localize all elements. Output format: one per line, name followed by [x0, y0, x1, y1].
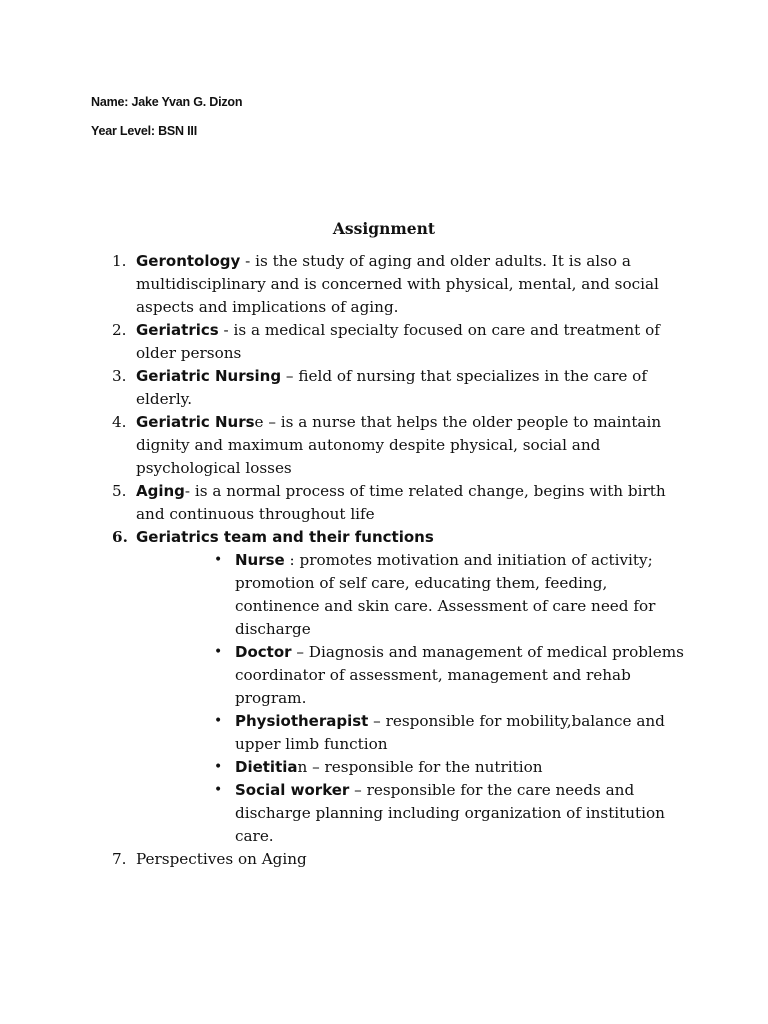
item-number: 3. — [112, 367, 127, 385]
team-role-text: : promotes motivation and initiation of activity; promotion of self care, educating them, feeding, continence and skin care. Assessment of care need for discharge — [235, 551, 656, 638]
team-role: Physiotherapist — [235, 712, 369, 730]
student-name: Name: Jake Yvan G. Dizon — [91, 95, 243, 109]
item-text: - is a medical specialty focused on care and treatment of older persons — [136, 321, 660, 362]
team-role: Social worker — [235, 781, 350, 799]
list-item-gerontology — [104, 250, 684, 319]
item-number: 7. — [112, 850, 127, 868]
item-text: e – is a nurse that helps the older people to maintain dignity and maximum autonomy despite physical, social and psychological losses — [136, 413, 662, 477]
team-role-text: – responsible for mobility,balance and upper limb function — [235, 712, 665, 753]
team-role-text: – responsible for the care needs and discharge planning including organization of institution care. — [235, 781, 665, 845]
assignment-title: Assignment — [332, 219, 436, 238]
bullet-icon: • — [214, 713, 223, 729]
item-number: 1. — [112, 252, 127, 270]
definitions-list — [104, 250, 684, 871]
item-term: Aging — [136, 482, 185, 500]
team-role-text: n – responsible for the nutrition — [297, 758, 543, 776]
item-term: Gerontology — [136, 252, 241, 270]
item-number: 2. — [112, 321, 127, 339]
team-functions-list — [136, 549, 684, 848]
list-item-geriatric-nurse — [104, 411, 684, 480]
assignment-body — [104, 250, 684, 871]
list-item-geriatrics-team — [104, 526, 684, 848]
team-role-text: – Diagnosis and management of medical problems coordinator of assessment, management and rehab program. — [235, 643, 684, 707]
team-role: Nurse — [235, 551, 285, 569]
year-level: Year Level: BSN III — [91, 124, 197, 138]
item-term: Geriatrics — [136, 321, 219, 339]
team-item-nurse — [136, 549, 684, 641]
item-text: Perspectives on Aging — [136, 850, 307, 868]
item-number: 5. — [112, 482, 127, 500]
list-item-geriatric-nursing — [104, 365, 684, 411]
item-number: 4. — [112, 413, 127, 431]
item-number: 6. — [112, 528, 128, 546]
bullet-icon: • — [214, 552, 223, 568]
item-text: – field of nursing that specializes in the care of elderly. — [136, 367, 647, 408]
list-item-geriatrics — [104, 319, 684, 365]
item-term: Geriatric Nursing — [136, 367, 282, 385]
bullet-icon: • — [214, 759, 223, 775]
team-role: Dietitia — [235, 758, 298, 776]
team-item-dietitian — [136, 756, 684, 779]
item-text: - is a normal process of time related change, begins with birth and continuous throughout life — [136, 482, 666, 523]
team-item-social-worker — [136, 779, 684, 848]
bullet-icon: • — [214, 782, 223, 798]
bullet-icon: • — [214, 644, 223, 660]
team-item-doctor — [136, 641, 684, 710]
list-item-aging — [104, 480, 684, 526]
list-item-perspectives — [104, 848, 684, 871]
team-item-physiotherapist — [136, 710, 684, 756]
item-text: - is the study of aging and older adults. It is also a multidisciplinary and is concerned with physical, mental, and social aspects and implications of aging. — [136, 252, 659, 316]
section-heading: Geriatrics team and their functions — [136, 528, 434, 546]
team-role: Doctor — [235, 643, 292, 661]
item-term: Geriatric Nurs — [136, 413, 255, 431]
